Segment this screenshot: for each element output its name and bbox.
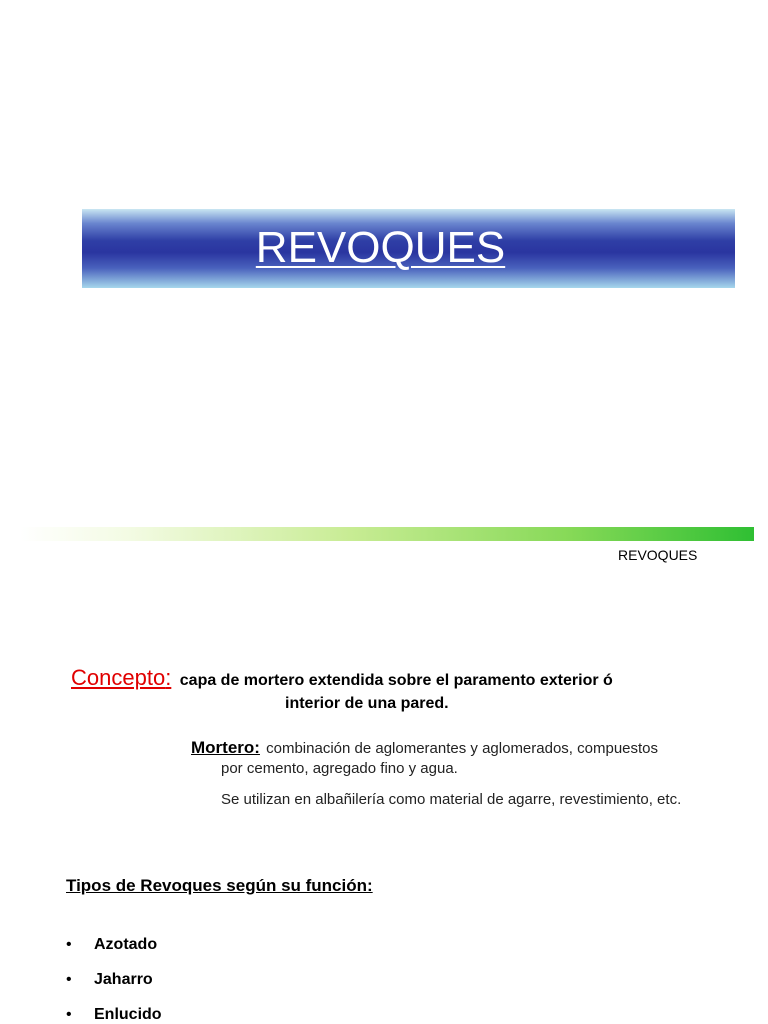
- bullet-icon: •: [66, 1006, 72, 1023]
- concept-paragraph: [71, 665, 761, 691]
- mortero-usage: Se utilizan en albañilería como material de agarre, revestimiento, etc.: [221, 791, 682, 808]
- list-item: • Enlucido: [66, 1006, 162, 1023]
- list-item: • Jaharro: [66, 971, 153, 988]
- bullet-icon: •: [66, 971, 72, 988]
- concept-definition-line2: interior de una pared.: [285, 695, 449, 712]
- concept-term: Concepto:: [71, 665, 172, 690]
- types-heading: Tipos de Revoques según su función:: [66, 876, 373, 895]
- title-banner: [82, 209, 735, 288]
- slide-header-label: REVOQUES: [618, 547, 698, 563]
- mortero-definition-line1: combinación de aglomerantes y aglomerados, compuestos: [266, 740, 659, 757]
- list-item: • Azotado: [66, 936, 158, 953]
- slide-title: REVOQUES: [255, 223, 506, 272]
- concept-definition-line1: capa de mortero extendida sobre el paramento exterior ó: [179, 672, 613, 689]
- mortero-paragraph: [191, 738, 751, 758]
- bullet-icon: •: [66, 936, 72, 953]
- types-list: [66, 936, 162, 1024]
- divider-gradient-bar: [20, 527, 754, 541]
- mortero-term: Mortero:: [191, 738, 260, 757]
- mortero-definition-line2: por cemento, agregado fino y agua.: [221, 760, 458, 777]
